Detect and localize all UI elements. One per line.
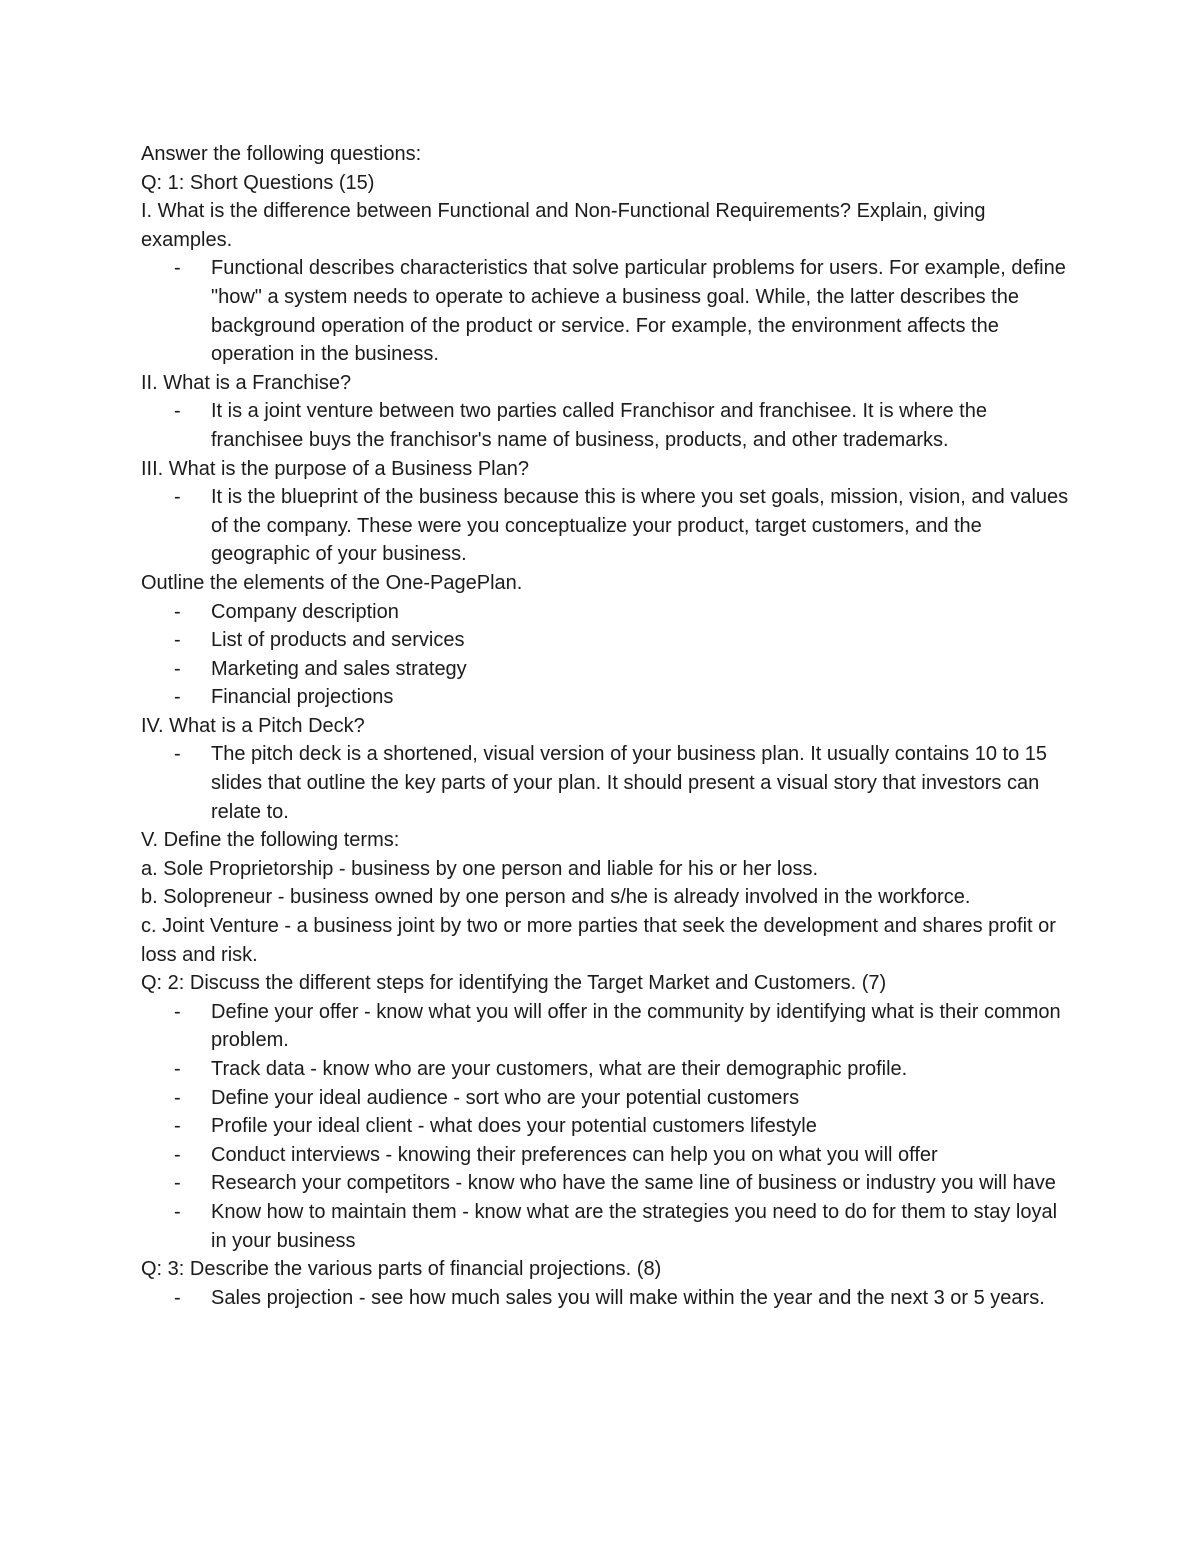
bullet-marker: - xyxy=(174,686,181,709)
term-definition: c. Joint Venture - a business joint by two or more parties that seek the development and shares profit or loss and risk. xyxy=(141,915,1056,966)
question-1-v: V. Define the following terms: xyxy=(141,829,400,852)
answer-1-ii: It is a joint venture between two parties called Franchisor and franchisee. It is where the franchisee buys the franchisor's name of business, products, and other trademarks. xyxy=(211,400,987,451)
bullet-marker: - xyxy=(174,600,181,623)
question-1-ii: II. What is a Franchise? xyxy=(141,371,352,394)
question-1-heading: Q: 1: Short Questions (15) xyxy=(141,171,375,194)
bullet-marker: - xyxy=(174,1058,181,1080)
one-page-plan-heading: Outline the elements of the One-PagePlan. xyxy=(141,571,523,594)
list-item xyxy=(141,1112,1071,1141)
plan-element: Company description xyxy=(211,600,399,623)
bullet-marker: - xyxy=(174,1286,181,1309)
list-item xyxy=(141,1169,1071,1198)
list-item xyxy=(141,1284,1071,1313)
target-market-step: Track data - know who are your customers, what are their demographic profile. xyxy=(211,1058,908,1080)
question-2-heading: Q: 2: Discuss the different steps for identifying the Target Market and Customers. (7) xyxy=(141,972,887,995)
bullet-marker: - xyxy=(174,1000,181,1023)
list-item xyxy=(141,598,1071,627)
target-market-step: Research your competitors - know who have the same line of business or industry you will have xyxy=(211,1172,1056,1195)
question-1-iv: IV. What is a Pitch Deck? xyxy=(141,714,365,737)
plan-element: List of products and services xyxy=(211,629,465,652)
plan-element: Financial projections xyxy=(211,686,394,709)
question-3-heading: Q: 3: Describe the various parts of financial projections. (8) xyxy=(141,1258,662,1281)
bullet-marker: - xyxy=(174,400,181,423)
target-market-step: Define your ideal audience - sort who are your potential customers xyxy=(211,1086,800,1109)
document-body xyxy=(141,140,1071,1312)
bullet-marker: - xyxy=(174,1115,181,1138)
target-market-step: Profile your ideal client - what does your potential customers lifestyle xyxy=(211,1115,817,1138)
list-item xyxy=(141,655,1071,684)
bullet-marker: - xyxy=(174,1172,181,1195)
target-market-step: Define your offer - know what you will offer in the community by identifying what is their common problem. xyxy=(211,1000,1061,1052)
list-item xyxy=(141,1198,1071,1255)
list-item xyxy=(141,483,1071,569)
answer-1-iv: The pitch deck is a shortened, visual version of your business plan. It usually contains 10 to 15 slides that outline the key parts of your plan. It should present a visual story that investors can relate to. xyxy=(211,743,1048,823)
answer-1-iii: It is the blueprint of the business because this is where you set goals, mission, vision, and values of the company. These were you conceptualize your product, target customers, and the geographic of your business. xyxy=(211,486,1069,566)
answer-1-i: Functional describes characteristics that solve particular problems for users. For example, define "how" a system needs to operate to achieve a business goal. While, the latter describes the background operation of the product or service. For example, the environment affects the operation in the business. xyxy=(211,257,1066,366)
bullet-marker: - xyxy=(174,657,181,680)
bullet-marker: - xyxy=(174,629,181,652)
term-definition: a. Sole Proprietorship - business by one person and liable for his or her loss. xyxy=(141,857,819,880)
plan-element: Marketing and sales strategy xyxy=(211,657,467,680)
target-market-step: Know how to maintain them - know what are the strategies you need to do for them to stay loyal in your business xyxy=(211,1200,1058,1252)
list-item xyxy=(141,254,1071,368)
list-item xyxy=(141,683,1071,712)
list-item xyxy=(141,626,1071,655)
list-item xyxy=(141,1084,1071,1113)
list-item xyxy=(141,740,1071,826)
instructions-heading: Answer the following questions: xyxy=(141,143,422,165)
list-item xyxy=(141,1055,1071,1084)
financial-projection-part: Sales projection - see how much sales you will make within the year and the next 3 or 5 years. xyxy=(211,1286,1045,1309)
question-1-i: I. What is the difference between Functional and Non-Functional Requirements? Explain, giving examples. xyxy=(141,200,986,251)
bullet-marker: - xyxy=(174,1086,181,1109)
bullet-marker: - xyxy=(174,743,181,766)
bullet-marker: - xyxy=(174,257,181,280)
question-1-iii: III. What is the purpose of a Business Plan? xyxy=(141,457,529,480)
bullet-marker: - xyxy=(174,1200,181,1223)
list-item xyxy=(141,1141,1071,1170)
bullet-marker: - xyxy=(174,486,181,509)
list-item xyxy=(141,397,1071,454)
bullet-marker: - xyxy=(174,1143,181,1166)
target-market-step: Conduct interviews - knowing their preferences can help you on what you will offer xyxy=(211,1143,938,1166)
list-item xyxy=(141,998,1071,1055)
term-definition: b. Solopreneur - business owned by one person and s/he is already involved in the workforce. xyxy=(141,886,971,909)
